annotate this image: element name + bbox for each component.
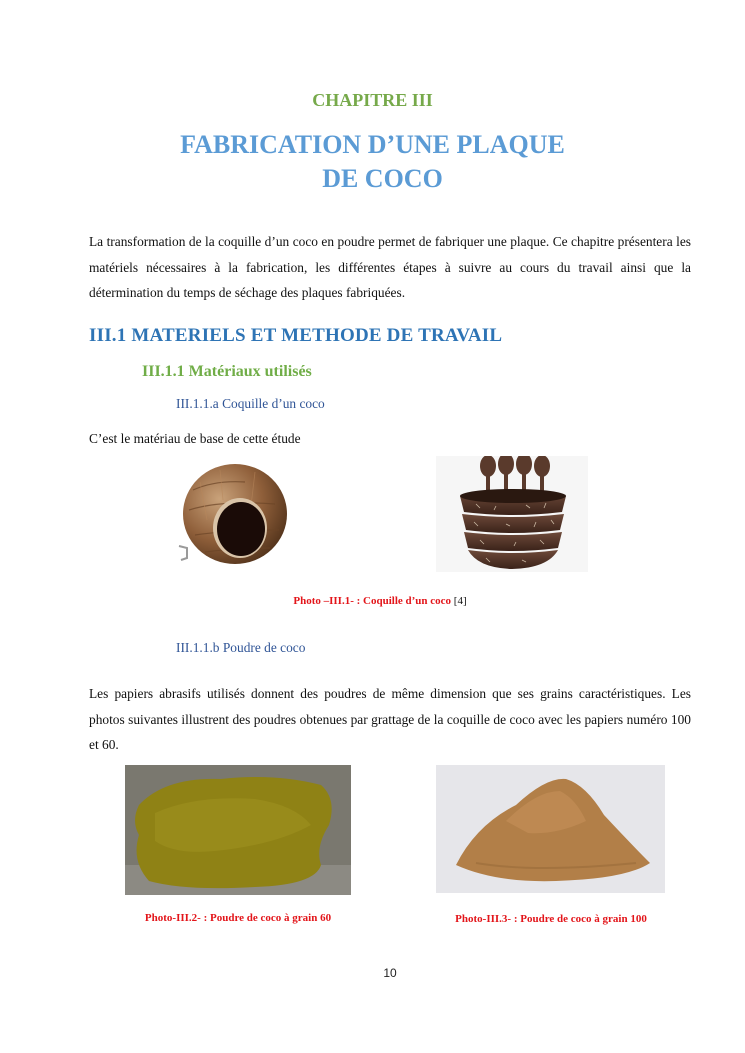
photo1-reference: [4]	[453, 595, 467, 607]
chapter-label: CHAPITRE III	[312, 90, 433, 110]
subsection-a-text: C’est le matériau de base de cette étude	[89, 431, 301, 446]
powder-grain-100-photo	[436, 765, 665, 893]
coconut-shell-photo	[175, 460, 293, 572]
photo1-caption-text: Photo –III.1- : Coquille d’un coco	[293, 595, 452, 607]
photo3-caption: Photo-III.3- : Poudre de coco à grain 100	[455, 913, 647, 925]
powder-grain-60-photo	[125, 765, 351, 895]
intro-paragraph: La transformation de la coquille d’un coco en poudre permet de fabriquer une plaque. Ce chapitre présentera les matériels nécessaires à la fabrication, les différentes étapes à suivre au cours du travail ainsi que la détermination du temps de séchage des plaques fabriquées.	[89, 234, 691, 300]
photo1-caption	[200, 595, 560, 607]
section-heading: III.1 MATERIELS ET METHODE DE TRAVAIL	[89, 325, 503, 346]
subsubsection-heading-b: III.1.1.b Poudre de coco	[176, 640, 306, 655]
subsection-b-text: Les papiers abrasifs utilisés donnent des poudres de même dimension que ses grains caractéristiques. Les photos suivantes illustrent des poudres obtenues par grattage de la coquille de coco avec les papiers numéro 100 et 60.	[89, 686, 691, 752]
subsubsection-heading-a: III.1.1.a Coquille d’un coco	[176, 396, 325, 411]
subsection-heading: III.1.1 Matériaux utilisés	[142, 363, 312, 380]
coconut-bowls-photo	[436, 456, 588, 572]
chapter-title-line2: DE COCO	[322, 164, 443, 193]
page-number: 10	[383, 966, 397, 980]
chapter-title-line1: FABRICATION D’UNE PLAQUE	[180, 130, 565, 159]
photo2-caption: Photo-III.2- : Poudre de coco à grain 60	[144, 912, 332, 924]
